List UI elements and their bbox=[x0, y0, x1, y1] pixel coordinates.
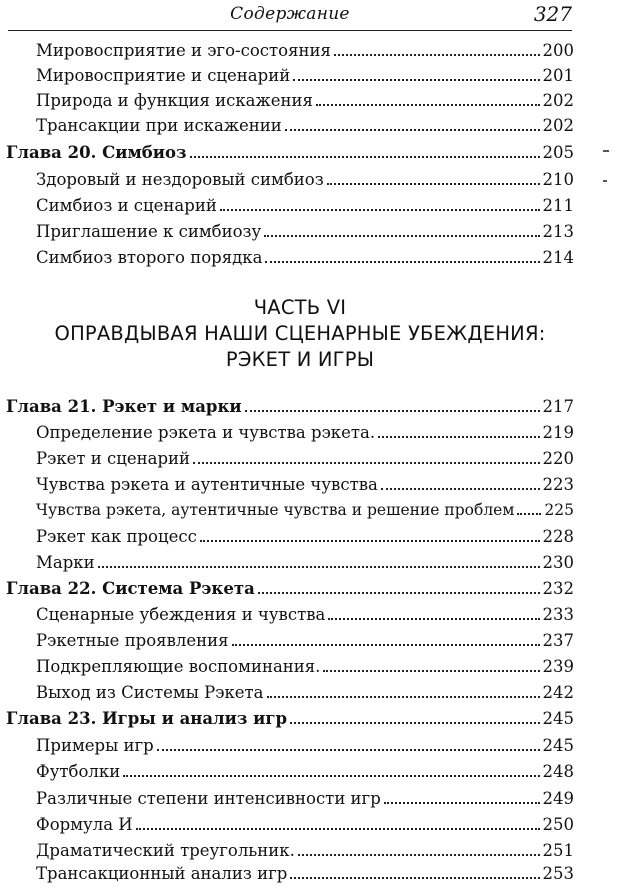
toc-entry-title: Подкрепляющие воспоминания. bbox=[36, 657, 321, 676]
toc-entry-page: 245 bbox=[542, 709, 574, 728]
toc-entry-title: Симбиоз и сценарий bbox=[36, 196, 217, 215]
dot-leader bbox=[384, 802, 540, 804]
toc-entry[interactable] bbox=[36, 196, 574, 222]
toc-entry-title: Примеры игр bbox=[36, 736, 154, 755]
toc-chapter-entry[interactable] bbox=[6, 143, 574, 169]
toc-entry-title: Трансакционный анализ игр bbox=[36, 864, 288, 883]
toc-entry-page: 225 bbox=[544, 501, 574, 519]
toc-entry-title: Футболки bbox=[36, 762, 121, 781]
dot-leader bbox=[190, 156, 540, 158]
toc-entry-page: 253 bbox=[542, 864, 574, 883]
dot-leader bbox=[220, 209, 540, 211]
toc-entry[interactable] bbox=[36, 657, 574, 683]
toc-entry[interactable] bbox=[36, 762, 574, 788]
dot-leader bbox=[258, 592, 540, 594]
scan-mark bbox=[603, 150, 609, 152]
dot-leader bbox=[265, 261, 539, 263]
scan-mark bbox=[603, 180, 607, 182]
toc-entry-page: 250 bbox=[542, 815, 574, 834]
toc-entry[interactable] bbox=[36, 736, 574, 762]
toc-chapter-title: Глава 21. Рэкет и марки bbox=[6, 397, 242, 416]
toc-entry[interactable] bbox=[36, 170, 574, 196]
toc-entry[interactable] bbox=[36, 631, 574, 657]
toc-entry-page: 211 bbox=[542, 196, 574, 215]
toc-entry-page: 249 bbox=[542, 789, 574, 808]
toc-chapter-title: Глава 22. Система Рэкета bbox=[6, 579, 255, 598]
toc-entry-title: Рэкет и сценарий bbox=[36, 449, 191, 468]
dot-leader bbox=[378, 436, 539, 438]
toc-entry-page: 223 bbox=[542, 475, 574, 494]
toc-entry-title: Чувства рэкета, аутентичные чувства и решение проблем bbox=[36, 501, 515, 519]
toc-entry-page: 220 bbox=[542, 449, 574, 468]
dot-leader bbox=[264, 235, 539, 237]
toc-entry[interactable] bbox=[36, 605, 574, 631]
dot-leader bbox=[323, 670, 539, 672]
dot-leader bbox=[157, 749, 540, 751]
toc-entry[interactable] bbox=[36, 248, 574, 274]
toc-entry-page: 245 bbox=[542, 736, 574, 755]
dot-leader bbox=[334, 54, 540, 56]
toc-entry[interactable] bbox=[36, 475, 574, 501]
toc-entry[interactable] bbox=[36, 222, 574, 248]
toc-entry-page: 251 bbox=[542, 841, 574, 860]
toc-entry-title: Формула И bbox=[36, 815, 133, 834]
toc-entry[interactable] bbox=[36, 815, 574, 841]
toc-entry-page: 214 bbox=[542, 248, 574, 267]
dot-leader bbox=[200, 540, 540, 542]
toc-entry-page: 219 bbox=[542, 423, 574, 442]
toc-entry-page: 233 bbox=[542, 605, 574, 624]
toc-entry-title: Марки bbox=[36, 553, 95, 572]
toc-entry-title: Мировосприятие и эго-состояния bbox=[36, 41, 331, 60]
toc-entry-page: 232 bbox=[542, 579, 574, 598]
toc-chapter-entry[interactable] bbox=[6, 709, 574, 735]
toc-chapter-title: Глава 20. Симбиоз bbox=[6, 143, 187, 162]
toc-entry-title: Симбиоз второго порядка bbox=[36, 248, 263, 267]
toc-entry-page: 210 bbox=[542, 170, 574, 189]
toc-entry-page: 237 bbox=[542, 631, 574, 650]
toc-entry-title: Мировосприятие и сценарий bbox=[36, 66, 291, 85]
dot-leader bbox=[290, 877, 539, 879]
dot-leader bbox=[232, 644, 540, 646]
toc-entry-page: 242 bbox=[542, 683, 574, 702]
toc-entry-title: Драматический треугольник. bbox=[36, 841, 295, 860]
dot-leader bbox=[136, 828, 540, 830]
toc-entry-title: Определение рэкета и чувства рэкета. bbox=[36, 423, 376, 442]
toc-entry-title: Выход из Системы Рэкета bbox=[36, 683, 264, 702]
toc-entry-title: Рэкет как процесс bbox=[36, 527, 197, 546]
dot-leader bbox=[285, 129, 540, 131]
toc-entry[interactable] bbox=[36, 789, 574, 815]
dot-leader bbox=[267, 696, 540, 698]
toc-entry-title: Здоровый и нездоровый симбиоз bbox=[36, 170, 324, 189]
toc-entry[interactable] bbox=[36, 41, 574, 67]
toc-entry-title: Различные степени интенсивности игр bbox=[36, 789, 381, 808]
toc-entry-page: 205 bbox=[542, 143, 574, 162]
page-number: 327 bbox=[533, 2, 572, 26]
toc-entry[interactable] bbox=[36, 683, 574, 709]
toc-entry[interactable] bbox=[36, 423, 574, 449]
toc-entry-title: Трансакции при искажении bbox=[36, 116, 282, 135]
toc-entry-page: 228 bbox=[542, 527, 574, 546]
toc-entry-page: 230 bbox=[542, 553, 574, 572]
dot-leader bbox=[290, 722, 539, 724]
toc-entry[interactable] bbox=[36, 66, 574, 92]
toc-entry-title: Сценарные убеждения и чувства bbox=[36, 605, 326, 624]
dot-leader bbox=[293, 79, 539, 81]
toc-chapter-entry[interactable] bbox=[6, 579, 574, 605]
toc-entry[interactable] bbox=[36, 864, 574, 890]
toc-entry[interactable] bbox=[36, 553, 574, 579]
dot-leader bbox=[316, 104, 540, 106]
part-title-heading: ОПРАВДЫВАЯ НАШИ СЦЕНАРНЫЕ УБЕЖДЕНИЯ: bbox=[54, 322, 546, 345]
dot-leader bbox=[328, 618, 539, 620]
dot-leader bbox=[123, 775, 539, 777]
toc-entry-title: Приглашение к симбиозу bbox=[36, 222, 262, 241]
toc-entry-page: 200 bbox=[542, 41, 574, 60]
dot-leader bbox=[193, 462, 539, 464]
dot-leader bbox=[381, 488, 540, 490]
dot-leader bbox=[327, 183, 540, 185]
toc-chapter-title: Глава 23. Игры и анализ игр bbox=[6, 709, 288, 728]
toc-entry-page: 248 bbox=[542, 762, 574, 781]
toc-entry-page: 201 bbox=[542, 66, 574, 85]
toc-entry[interactable] bbox=[36, 449, 574, 475]
toc-entry-title: Природа и функция искажения bbox=[36, 91, 313, 110]
toc-entry[interactable] bbox=[36, 527, 574, 553]
part-subtitle-heading: РЭКЕТ И ИГРЫ bbox=[225, 348, 375, 371]
toc-entry-title: Рэкетные проявления bbox=[36, 631, 229, 650]
toc-chapter-entry[interactable] bbox=[6, 397, 574, 423]
toc-entry[interactable] bbox=[36, 91, 574, 117]
running-head bbox=[8, 2, 572, 31]
toc-entry-page: 217 bbox=[542, 397, 574, 416]
part-number-heading: ЧАСТЬ VI bbox=[253, 296, 347, 319]
toc-entry-page: 239 bbox=[542, 657, 574, 676]
dot-leader bbox=[245, 410, 540, 412]
toc-entry-page: 202 bbox=[542, 91, 574, 110]
toc-entry-title: Чувства рэкета и аутентичные чувства bbox=[36, 475, 378, 494]
dot-leader bbox=[517, 513, 541, 515]
running-title: Содержание bbox=[230, 4, 350, 24]
toc-entry[interactable] bbox=[36, 501, 574, 527]
toc-entry-page: 202 bbox=[542, 116, 574, 135]
toc-entry-page: 213 bbox=[542, 222, 574, 241]
toc-entry[interactable] bbox=[36, 116, 574, 142]
dot-leader bbox=[298, 854, 540, 856]
dot-leader bbox=[98, 566, 540, 568]
